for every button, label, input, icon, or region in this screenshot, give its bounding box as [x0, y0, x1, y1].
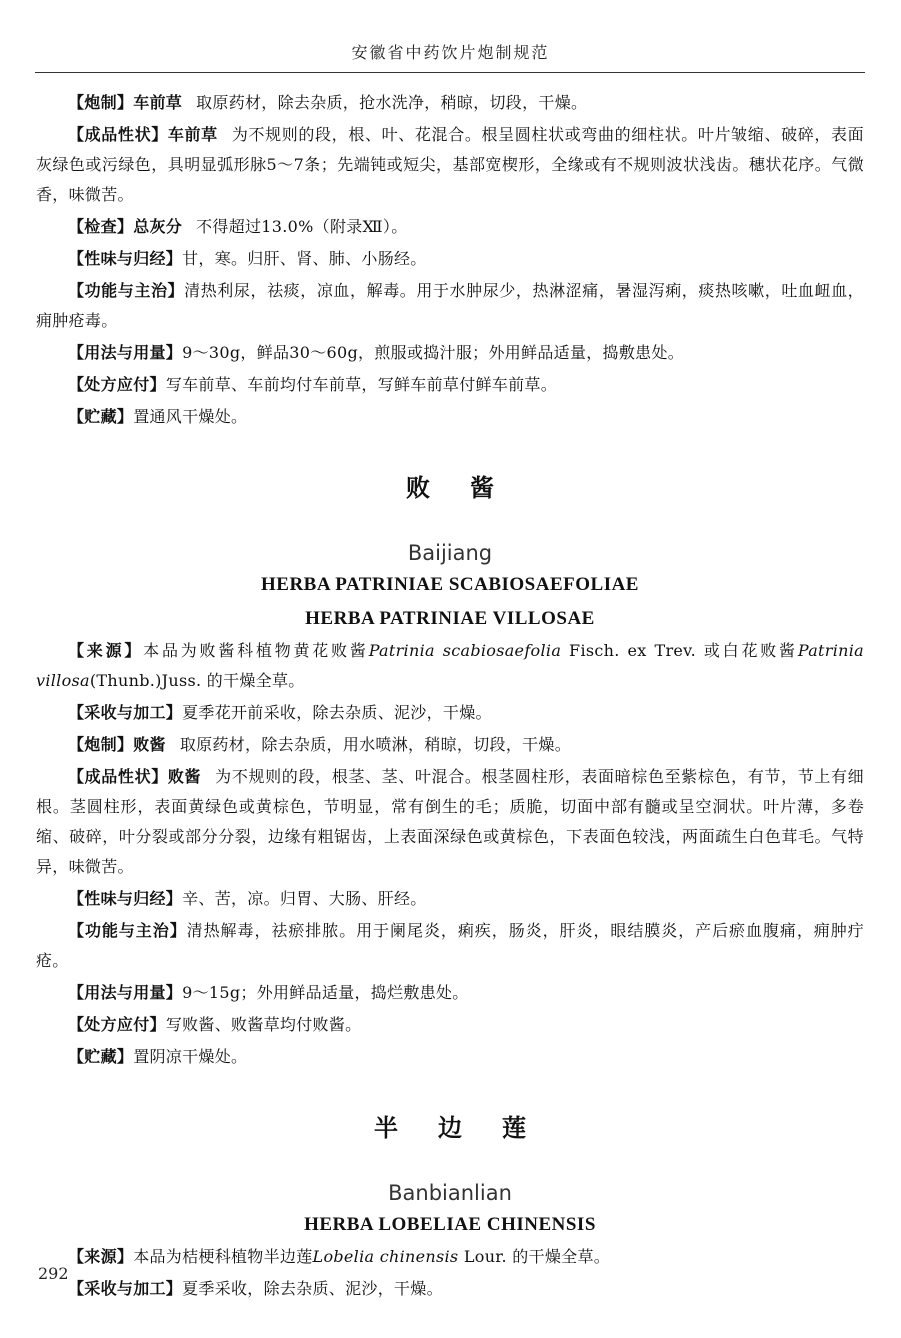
- entry-baijiang: [36, 468, 864, 1072]
- paragraph-property-meridian: 【性味与归经】辛、苦，凉。归胃、大肠、肝经。: [68, 889, 427, 908]
- entry-latin-name: HERBA LOBELIAE CHINENSIS: [304, 1214, 596, 1235]
- entry-pinyin: Banbianlian: [388, 1181, 512, 1205]
- paragraph-dosage: 【用法与用量】9～30g，鲜品30～60g，煎服或捣汁服；外用鲜品适量，捣敷患处。: [68, 343, 685, 362]
- paragraph-processing: 【炮制】败酱 取原药材，除去杂质，用水喷淋，稍晾，切段，干燥。: [68, 735, 572, 754]
- running-head: 安徽省中药饮片炮制规范: [351, 43, 550, 62]
- paragraph-storage: 【贮藏】置通风干燥处。: [68, 407, 248, 426]
- entry-latin-name: HERBA PATRINIAE SCABIOSAEFOLIAE: [261, 574, 639, 595]
- paragraph-functions: 【功能与主治】清热利尿，祛痰，凉血，解毒。用于水肿尿少，热淋涩痛，暑湿泻痢，痰热咳嗽，吐血衄血，痈肿疮毒。: [36, 281, 864, 330]
- paragraph-source: 【来源】本品为败酱科植物黄花败酱Patrinia scabiosaefolia Fisch. ex Trev. 或白花败酱Patrinia villosa(Thunb.)Juss. 的干燥全草。: [36, 641, 864, 690]
- paragraph-property-meridian: 【性味与归经】甘，寒。归肝、肾、肺、小肠经。: [68, 249, 427, 268]
- paragraph-source: 【来源】本品为桔梗科植物半边莲Lobelia chinensis Lour. 的干燥全草。: [68, 1247, 611, 1266]
- paragraph-harvest: 【采收与加工】夏季花开前采收，除去杂质、泥沙，干燥。: [68, 703, 492, 722]
- paragraph-characteristics: 【成品性状】败酱 为不规则的段，根茎、茎、叶混合。根茎圆柱形，表面暗棕色至紫棕色，有节，节上有细根。茎圆柱形，表面黄绿色或黄棕色，节明显，常有倒生的毛；质脆，切面中部有髓或呈空洞状。叶片薄，多卷缩、破碎，叶分裂或部分分裂，边缘有粗锯齿，上表面深绿色或黄棕色，下表面色较浅，两面疏生白色茸毛。气特异，味微苦。: [36, 767, 864, 876]
- entry-banbianlian: [36, 1108, 864, 1304]
- paragraph-functions: 【功能与主治】清热解毒，祛瘀排脓。用于阑尾炎，痢疾，肠炎，肝炎，眼结膜炎，产后瘀血腹痛，痈肿疔疮。: [36, 921, 864, 970]
- page-number: 292: [38, 1264, 69, 1283]
- entry-title: 半边莲: [374, 1114, 566, 1142]
- entry-latin-name: HERBA PATRINIAE VILLOSAE: [305, 608, 595, 629]
- paragraph-dosage: 【用法与用量】9～15g；外用鲜品适量，捣烂敷患处。: [68, 983, 469, 1002]
- header-rule: [35, 72, 865, 73]
- paragraph-characteristics: 【成品性状】车前草 为不规则的段，根、叶、花混合。根呈圆柱状或弯曲的细柱状。叶片皱缩、破碎，表面灰绿色或污绿色，具明显弧形脉5～7条；先端钝或短尖，基部宽楔形，全缘或有不规则波状浅齿。穗状花序。气微香，味微苦。: [36, 125, 864, 204]
- entry-title: 败酱: [406, 474, 534, 502]
- paragraph-harvest: 【采收与加工】夏季采收，除去杂质、泥沙，干燥。: [68, 1279, 443, 1298]
- paragraph-inspection: 【检查】总灰分 不得超过13.0%（附录Ⅻ）。: [68, 217, 408, 236]
- entry-pinyin: Baijiang: [407, 541, 493, 565]
- paragraph-processing: 【炮制】车前草 取原药材，除去杂质，抢水洗净，稍晾，切段，干燥。: [68, 93, 588, 112]
- page-content: [36, 88, 864, 1306]
- paragraph-prescription: 【处方应付】写车前草、车前均付车前草，写鲜车前草付鲜车前草。: [68, 375, 558, 394]
- prev-entry-section: [36, 88, 864, 432]
- paragraph-storage: 【贮藏】置阴凉干燥处。: [68, 1047, 248, 1066]
- paragraph-prescription: 【处方应付】写败酱、败酱草均付败酱。: [68, 1015, 362, 1034]
